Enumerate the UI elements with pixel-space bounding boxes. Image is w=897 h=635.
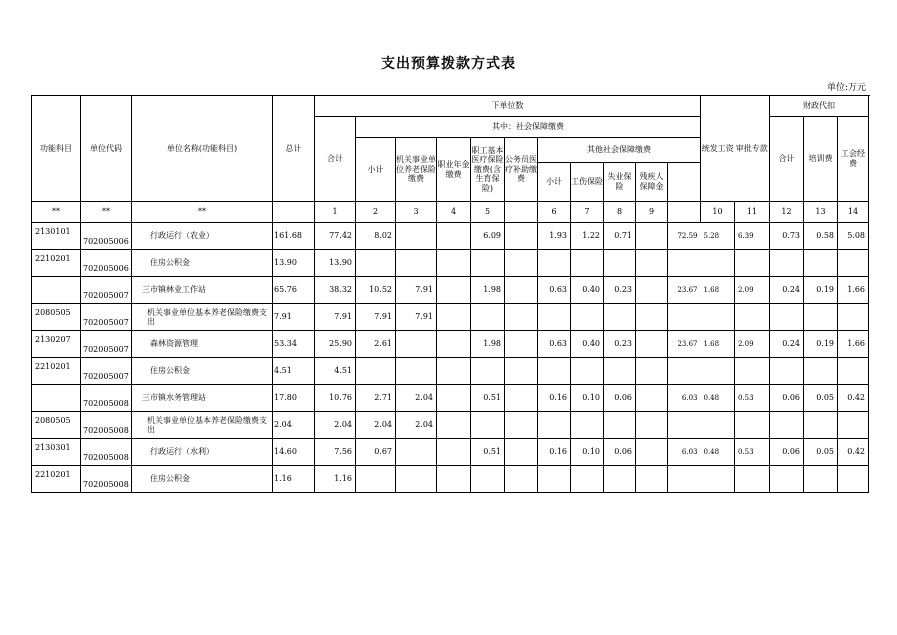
unemployment-cell [604, 304, 636, 331]
other-xiaoji-cell: 0.16 [538, 439, 571, 466]
index-num: 1 [315, 202, 356, 223]
disability-cell [636, 466, 668, 493]
unit-code-cell: 702005007 [81, 331, 132, 358]
annuity-cell [437, 358, 471, 385]
fiscal-total-cell: 0.53 [735, 439, 770, 466]
disability-cell [636, 358, 668, 385]
unit-label: 单位:万元 [826, 83, 866, 93]
training-cell: 0.06 [770, 385, 804, 412]
civil-medical-cell [505, 439, 538, 466]
other-xiaoji-cell [538, 412, 571, 439]
pension-cell: 7.91 [396, 304, 437, 331]
pension-cell: 7.91 [396, 277, 437, 304]
union-cell: 0.58 [804, 223, 838, 250]
header-wage: 统发工资 [701, 96, 735, 202]
total-cell: 13.90 [273, 250, 315, 277]
index-num: 9 [636, 202, 668, 223]
approval-cell: 1.68 [701, 277, 735, 304]
index-stars: ** [32, 202, 81, 223]
injury-cell [571, 304, 604, 331]
union-cell [804, 358, 838, 385]
unemployment-cell [604, 250, 636, 277]
fiscal-total-cell [735, 466, 770, 493]
other-xiaoji-cell: 0.63 [538, 277, 571, 304]
index-blank [668, 202, 701, 223]
unit-name-cell: 住房公积金 [132, 358, 273, 385]
medical-cell [471, 466, 505, 493]
medical-cell: 1.98 [471, 331, 505, 358]
xiaoji-cell: 2.71 [356, 385, 396, 412]
other-xiaoji-cell: 1.93 [538, 223, 571, 250]
fiscal-total-cell [735, 358, 770, 385]
medical-cell [471, 250, 505, 277]
total-cell: 1.16 [273, 466, 315, 493]
injury-cell [571, 358, 604, 385]
header-of-which-social: 其中：社会保障缴费 [356, 117, 701, 138]
approval-cell: 0.48 [701, 385, 735, 412]
index-num: 10 [701, 202, 735, 223]
training-cell [770, 358, 804, 385]
wage-cell [668, 304, 701, 331]
unit-name-cell: 行政运行（农业） [132, 223, 273, 250]
index-num: 2 [356, 202, 396, 223]
union-cell: 0.05 [804, 439, 838, 466]
welfare-cell: 0.42 [838, 385, 869, 412]
wage-cell: 23.67 [668, 331, 701, 358]
func-subject-cell: 2210201 [32, 358, 81, 385]
civil-medical-cell [505, 385, 538, 412]
header-xiaoji: 小计 [356, 138, 396, 202]
unit-name-cell: 机关事业单位基本养老保险缴费支出 [132, 304, 273, 331]
total-cell: 161.68 [273, 223, 315, 250]
fiscal-total-cell [735, 304, 770, 331]
subtotal-cell: 77.42 [315, 223, 356, 250]
subtotal-cell: 10.76 [315, 385, 356, 412]
approval-cell: 1.68 [701, 331, 735, 358]
index-stars: ** [81, 202, 132, 223]
header-lower-unit: 下单位数 [315, 96, 701, 117]
wage-cell: 6.03 [668, 385, 701, 412]
wage-cell: 23.67 [668, 277, 701, 304]
header-subtotal: 合计 [315, 117, 356, 202]
other-xiaoji-cell [538, 358, 571, 385]
injury-cell: 0.40 [571, 277, 604, 304]
approval-cell [701, 412, 735, 439]
other-xiaoji-cell [538, 250, 571, 277]
unemployment-cell: 0.06 [604, 439, 636, 466]
civil-medical-cell [505, 358, 538, 385]
fiscal-total-cell: 0.53 [735, 385, 770, 412]
index-num: 3 [396, 202, 437, 223]
medical-cell [471, 412, 505, 439]
fiscal-total-cell: 2.09 [735, 277, 770, 304]
func-subject-cell: 2210201 [32, 250, 81, 277]
fiscal-total-cell [735, 250, 770, 277]
header-inst-pension: 机关事业单位养老保险缴费 [396, 138, 437, 202]
fiscal-total-cell: 2.09 [735, 331, 770, 358]
table-row [32, 304, 869, 331]
pension-cell [396, 358, 437, 385]
subtotal-cell: 38.32 [315, 277, 356, 304]
pension-cell: 2.04 [396, 412, 437, 439]
training-cell: 0.24 [770, 277, 804, 304]
welfare-cell: 1.66 [838, 331, 869, 358]
total-cell: 2.04 [273, 412, 315, 439]
unit-code-cell: 702005007 [81, 358, 132, 385]
training-cell [770, 304, 804, 331]
func-subject-cell: 2080505 [32, 304, 81, 331]
table-row [32, 439, 869, 466]
unit-code-cell: 702005008 [81, 466, 132, 493]
pension-cell [396, 466, 437, 493]
pension-cell [396, 439, 437, 466]
header-unit-code: 单位代码 [81, 96, 132, 202]
civil-medical-cell [505, 412, 538, 439]
disability-cell [636, 304, 668, 331]
civil-medical-cell [505, 304, 538, 331]
xiaoji-cell [356, 250, 396, 277]
subtotal-cell: 7.56 [315, 439, 356, 466]
union-cell [804, 304, 838, 331]
disability-cell [636, 223, 668, 250]
page-title: 支出预算拨款方式表 [381, 56, 516, 72]
injury-cell [571, 466, 604, 493]
welfare-cell: 5.08 [838, 223, 869, 250]
approval-cell: 5.28 [701, 223, 735, 250]
approval-cell [701, 304, 735, 331]
welfare-cell [838, 304, 869, 331]
approval-cell [701, 358, 735, 385]
total-cell: 65.76 [273, 277, 315, 304]
approval-cell: 0.48 [701, 439, 735, 466]
table-row [32, 466, 869, 493]
header-unemployment: 失业保险 [604, 163, 636, 202]
injury-cell [571, 412, 604, 439]
subtotal-cell: 4.51 [315, 358, 356, 385]
index-blank [273, 202, 315, 223]
index-num: 12 [770, 202, 804, 223]
index-blank [505, 202, 538, 223]
disability-cell [636, 385, 668, 412]
table-row [32, 331, 869, 358]
table-row [32, 358, 869, 385]
xiaoji-cell: 10.52 [356, 277, 396, 304]
other-xiaoji-cell [538, 304, 571, 331]
index-row [32, 202, 869, 223]
fiscal-total-cell [735, 412, 770, 439]
training-cell [770, 250, 804, 277]
civil-medical-cell [505, 223, 538, 250]
pension-cell [396, 331, 437, 358]
disability-cell [636, 412, 668, 439]
xiaoji-cell: 2.04 [356, 412, 396, 439]
subtotal-cell: 2.04 [315, 412, 356, 439]
training-cell: 0.24 [770, 331, 804, 358]
func-subject-cell: 2130101 [32, 223, 81, 250]
disability-cell [636, 277, 668, 304]
xiaoji-cell: 7.91 [356, 304, 396, 331]
unit-code-cell: 702005006 [81, 223, 132, 250]
injury-cell: 0.10 [571, 385, 604, 412]
subtotal-cell: 13.90 [315, 250, 356, 277]
disability-cell [636, 250, 668, 277]
wage-cell: 72.59 [668, 223, 701, 250]
civil-medical-cell [505, 466, 538, 493]
unit-code-cell: 702005007 [81, 304, 132, 331]
welfare-cell [838, 358, 869, 385]
welfare-cell: 0.42 [838, 439, 869, 466]
subtotal-cell: 1.16 [315, 466, 356, 493]
header-func-subject: 功能科目 [32, 96, 81, 202]
unit-code-cell: 702005007 [81, 277, 132, 304]
union-cell [804, 250, 838, 277]
budget-table [31, 95, 869, 493]
unemployment-cell: 0.71 [604, 223, 636, 250]
unemployment-cell: 0.23 [604, 277, 636, 304]
header-union: 工会经费 [838, 117, 869, 202]
injury-cell: 0.40 [571, 331, 604, 358]
training-cell [770, 466, 804, 493]
medical-cell: 0.51 [471, 385, 505, 412]
union-cell: 0.19 [804, 277, 838, 304]
welfare-cell [838, 412, 869, 439]
subtotal-cell: 7.91 [315, 304, 356, 331]
unit-name-cell: 住房公积金 [132, 466, 273, 493]
medical-cell: 6.09 [471, 223, 505, 250]
func-subject-cell: 2130301 [32, 439, 81, 466]
index-num: 14 [838, 202, 869, 223]
func-subject-cell: 2080505 [32, 412, 81, 439]
unemployment-cell [604, 466, 636, 493]
header-approval: 审批专款 [735, 96, 770, 202]
pension-cell [396, 223, 437, 250]
table-row [32, 223, 869, 250]
header-fiscal-agency: 财政代扣 [770, 96, 869, 117]
table-row [32, 250, 869, 277]
union-cell [804, 412, 838, 439]
civil-medical-cell [505, 277, 538, 304]
total-cell: 7.91 [273, 304, 315, 331]
index-stars: ** [132, 202, 273, 223]
unit-name-cell: 森林资源管理 [132, 331, 273, 358]
header-occ-annuity: 职业年金缴费 [437, 138, 471, 202]
total-cell: 14.60 [273, 439, 315, 466]
annuity-cell [437, 304, 471, 331]
func-subject-cell [32, 385, 81, 412]
annuity-cell [437, 466, 471, 493]
wage-cell [668, 466, 701, 493]
unit-name-cell: 三市镇水务管理站 [132, 385, 273, 412]
header-fiscal-total: 合计 [770, 117, 804, 202]
injury-cell: 1.22 [571, 223, 604, 250]
total-cell: 17.80 [273, 385, 315, 412]
header-total: 总计 [273, 96, 315, 202]
unemployment-cell: 0.23 [604, 331, 636, 358]
approval-cell [701, 466, 735, 493]
xiaoji-cell [356, 466, 396, 493]
header-unit-name: 单位名称(功能科目) [132, 96, 273, 202]
unit-name-cell: 三市镇林业工作站 [132, 277, 273, 304]
medical-cell: 1.98 [471, 277, 505, 304]
civil-medical-cell [505, 250, 538, 277]
wage-cell [668, 250, 701, 277]
header-other-xiaoji: 小计 [538, 163, 571, 202]
index-num: 5 [471, 202, 505, 223]
xiaoji-cell: 8.02 [356, 223, 396, 250]
union-cell: 0.19 [804, 331, 838, 358]
header-injury: 工伤保险 [571, 163, 604, 202]
unemployment-cell [604, 412, 636, 439]
medical-cell [471, 304, 505, 331]
pension-cell [396, 250, 437, 277]
header-basic-medical: 职工基本医疗保险缴费(含生育保险) [471, 138, 505, 202]
unit-code-cell: 702005008 [81, 439, 132, 466]
index-num: 13 [804, 202, 838, 223]
index-num: 8 [604, 202, 636, 223]
func-subject-cell [32, 277, 81, 304]
other-xiaoji-cell: 0.16 [538, 385, 571, 412]
union-cell [804, 466, 838, 493]
func-subject-cell: 2210201 [32, 466, 81, 493]
union-cell: 0.05 [804, 385, 838, 412]
wage-cell: 6.03 [668, 439, 701, 466]
training-cell [770, 412, 804, 439]
header-civil-medical: 公务员医疗补助缴费 [505, 138, 538, 202]
other-xiaoji-cell [538, 466, 571, 493]
index-num: 4 [437, 202, 471, 223]
unit-name-cell: 住房公积金 [132, 250, 273, 277]
unemployment-cell [604, 358, 636, 385]
annuity-cell [437, 385, 471, 412]
fiscal-total-cell: 6.39 [735, 223, 770, 250]
unit-code-cell: 702005008 [81, 385, 132, 412]
disability-cell [636, 331, 668, 358]
subtotal-cell: 25.90 [315, 331, 356, 358]
unit-name-cell: 机关事业单位基本养老保险缴费支出 [132, 412, 273, 439]
disability-cell [636, 439, 668, 466]
medical-cell: 0.51 [471, 439, 505, 466]
injury-cell [571, 250, 604, 277]
welfare-cell: 1.66 [838, 277, 869, 304]
annuity-cell [437, 277, 471, 304]
pension-cell: 2.04 [396, 385, 437, 412]
annuity-cell [437, 439, 471, 466]
xiaoji-cell: 0.67 [356, 439, 396, 466]
annuity-cell [437, 412, 471, 439]
xiaoji-cell [356, 358, 396, 385]
total-cell: 4.51 [273, 358, 315, 385]
annuity-cell [437, 250, 471, 277]
annuity-cell [437, 223, 471, 250]
unit-code-cell: 702005008 [81, 412, 132, 439]
annuity-cell [437, 331, 471, 358]
unit-name-cell: 行政运行（水利） [132, 439, 273, 466]
training-cell: 0.73 [770, 223, 804, 250]
approval-cell [701, 250, 735, 277]
wage-cell [668, 412, 701, 439]
training-cell: 0.06 [770, 439, 804, 466]
wage-cell [668, 358, 701, 385]
header-training: 培训费 [804, 117, 838, 202]
header-disability: 残疾人保障金 [636, 163, 668, 202]
table-row [32, 277, 869, 304]
xiaoji-cell: 2.61 [356, 331, 396, 358]
total-cell: 53.34 [273, 331, 315, 358]
unit-code-cell: 702005006 [81, 250, 132, 277]
header-spacer [668, 163, 701, 202]
table-row [32, 385, 869, 412]
welfare-cell [838, 250, 869, 277]
index-num: 11 [735, 202, 770, 223]
header-other-social: 其他社会保障缴费 [538, 138, 701, 163]
index-num: 7 [571, 202, 604, 223]
welfare-cell [838, 466, 869, 493]
civil-medical-cell [505, 331, 538, 358]
other-xiaoji-cell: 0.63 [538, 331, 571, 358]
medical-cell [471, 358, 505, 385]
func-subject-cell: 2130207 [32, 331, 81, 358]
table-row [32, 412, 869, 439]
unemployment-cell: 0.06 [604, 385, 636, 412]
index-num: 6 [538, 202, 571, 223]
injury-cell: 0.10 [571, 439, 604, 466]
